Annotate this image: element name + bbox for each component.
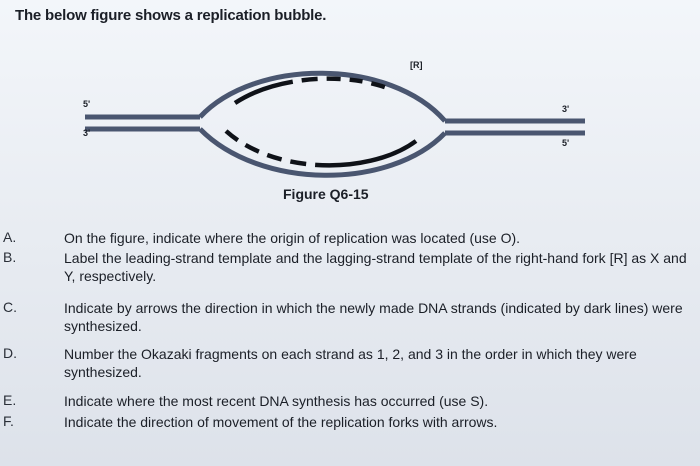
label-3prime-left: 3' (83, 128, 91, 138)
bubble-bottom-template (200, 129, 445, 175)
question-d-text: Number the Okazaki fragments on each strand as 1, 2, and 3 in the order in which they were synthesized. (64, 346, 637, 380)
label-fork-r: [R] (410, 60, 423, 70)
bubble-top-template (200, 73, 445, 121)
question-c-text: Indicate by arrows the direction in which the newly made DNA strands (indicated by dark lines) were synthesized. (64, 300, 683, 334)
question-e-text: Indicate where the most recent DNA synthesis has occurred (use S). (64, 393, 489, 409)
question-c-letter: C. (3, 299, 17, 315)
question-a-text: On the figure, indicate where the origin of replication was located (use O). (64, 230, 521, 246)
question-f-text: Indicate the direction of movement of the replication forks with arrows. (64, 414, 498, 430)
question-b-letter: B. (3, 249, 17, 265)
bottom-new-strand (226, 131, 416, 165)
question-f-letter: F. (3, 413, 14, 429)
question-e-letter: E. (3, 392, 17, 408)
question-d-letter: D. (3, 345, 17, 361)
label-5prime-left: 5' (83, 99, 91, 109)
question-b-text: Label the leading-strand template and the lagging-strand template of the right-hand fork [R] as X and Y, respectively. (64, 250, 687, 284)
figure-caption: Figure Q6-15 (283, 186, 369, 202)
question-a-letter: A. (3, 229, 17, 245)
page-heading: The below figure shows a replication bubble. (15, 7, 327, 24)
label-5prime-right: 5' (562, 138, 570, 148)
label-3prime-right: 3' (562, 104, 570, 114)
